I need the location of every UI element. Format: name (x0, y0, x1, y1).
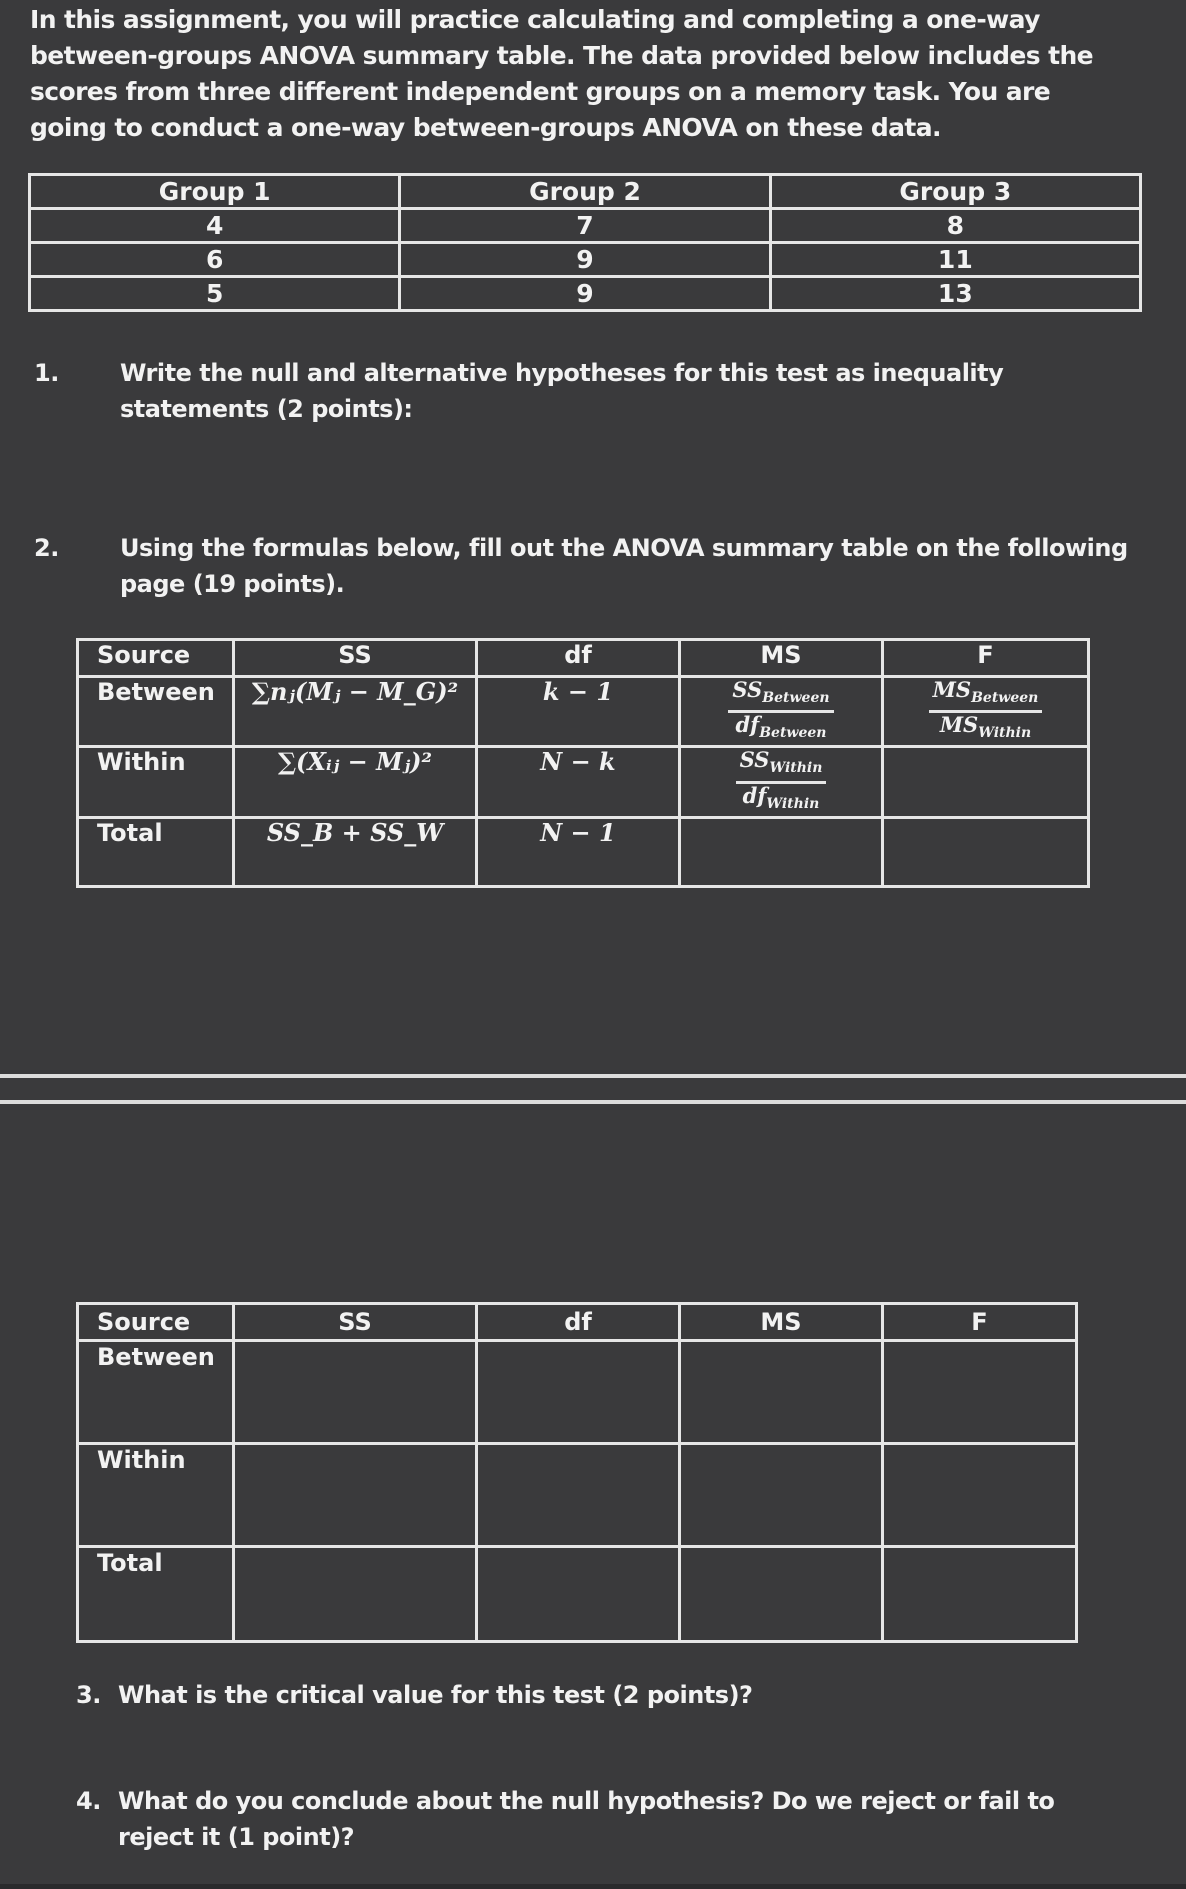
row-label-total: Total (78, 817, 234, 886)
row-label-within: Within (78, 1444, 234, 1547)
ms-between-cell[interactable] (680, 1341, 883, 1444)
table-row (78, 817, 1089, 886)
fraction: $\frac{SS_{Within}}{df_{Within}}$ (736, 748, 827, 815)
question-4 (76, 1783, 1126, 1863)
empty-cell (883, 817, 1089, 886)
df-total-formula: N − 1 (477, 817, 680, 886)
table-cell: 4 (30, 209, 400, 243)
header-source: Source (78, 1304, 234, 1341)
question-text: Write the null and alternative hypotheses for this test as inequality statements (2 points): (120, 359, 1004, 423)
table-cell: 7 (400, 209, 770, 243)
row-label-between: Between (78, 677, 234, 747)
row-label-within: Within (78, 747, 234, 817)
page-divider (0, 1074, 1186, 1078)
df-between-formula: k − 1 (477, 677, 680, 747)
f-total-cell[interactable] (883, 1547, 1077, 1642)
table-row (78, 677, 1089, 747)
table-cell: 8 (770, 209, 1140, 243)
header-df: df (477, 1304, 680, 1341)
question-text: What is the critical value for this test (2 points)? (118, 1681, 753, 1709)
question-number: 2. (34, 534, 59, 562)
question-1 (34, 355, 1154, 435)
question-number: 3. (76, 1681, 101, 1709)
table-row (30, 243, 1141, 277)
header-ss: SS (234, 1304, 477, 1341)
anova-formula-table (76, 638, 1090, 888)
ms-between-formula (680, 677, 883, 747)
question-text: What do you conclude about the null hypothesis? Do we reject or fail to reject it (1 point)? (118, 1787, 1055, 1851)
header-ss: SS (234, 640, 477, 677)
ms-within-cell[interactable] (680, 1444, 883, 1547)
ss-within-cell[interactable] (234, 1444, 477, 1547)
screen-bottom-edge (0, 1884, 1186, 1889)
fraction: $\frac{MS_{Between}}{MS_{Within}}$ (929, 678, 1043, 745)
table-header-row (78, 640, 1089, 677)
table-row (78, 1341, 1077, 1444)
header-df: df (477, 640, 680, 677)
anova-summary-table (76, 1302, 1078, 1643)
df-total-cell[interactable] (477, 1547, 680, 1642)
ms-total-cell[interactable] (680, 1547, 883, 1642)
row-label-total: Total (78, 1547, 234, 1642)
table-row (78, 1547, 1077, 1642)
fraction: $\frac{SS_{Between}}{df_{Between}}$ (728, 678, 833, 745)
df-within-formula: N − k (477, 747, 680, 817)
table-cell: 9 (400, 243, 770, 277)
header-f: F (883, 640, 1089, 677)
empty-cell (680, 817, 883, 886)
ss-total-formula: SS_B + SS_W (234, 817, 477, 886)
instructions-paragraph: In this assignment, you will practice calculating and completing a one-way between-groups ANOVA summary table. The data provided below includes the scores from three different independent groups on a memory task. You are going to conduct a one-way between-groups ANOVA on these data. (30, 5, 1094, 142)
table-header-row (78, 1304, 1077, 1341)
empty-cell (883, 747, 1089, 817)
table-header-row (30, 175, 1141, 209)
table-cell: 13 (770, 277, 1140, 311)
table-row (30, 277, 1141, 311)
group-scores-table (28, 173, 1142, 312)
header-group-1: Group 1 (30, 175, 400, 209)
table-row (78, 1444, 1077, 1547)
table-cell: 5 (30, 277, 400, 311)
df-between-cell[interactable] (477, 1341, 680, 1444)
question-text: Using the formulas below, fill out the ANOVA summary table on the following page (19 points). (120, 534, 1128, 598)
row-label-between: Between (78, 1341, 234, 1444)
f-formula (883, 677, 1089, 747)
f-between-cell[interactable] (883, 1341, 1077, 1444)
header-group-3: Group 3 (770, 175, 1140, 209)
f-within-cell[interactable] (883, 1444, 1077, 1547)
question-number: 1. (34, 359, 59, 387)
table-cell: 6 (30, 243, 400, 277)
page-divider (0, 1100, 1186, 1104)
header-ms: MS (680, 640, 883, 677)
question-number: 4. (76, 1787, 101, 1815)
ss-between-cell[interactable] (234, 1341, 477, 1444)
table-row (30, 209, 1141, 243)
ss-between-formula: ∑nⱼ(Mⱼ − M_G)² (234, 677, 477, 747)
header-source: Source (78, 640, 234, 677)
ss-total-cell[interactable] (234, 1547, 477, 1642)
header-ms: MS (680, 1304, 883, 1341)
ms-within-formula (680, 747, 883, 817)
table-cell: 11 (770, 243, 1140, 277)
table-row (78, 747, 1089, 817)
header-group-2: Group 2 (400, 175, 770, 209)
table-cell: 9 (400, 277, 770, 311)
df-within-cell[interactable] (477, 1444, 680, 1547)
header-f: F (883, 1304, 1077, 1341)
ss-within-formula: ∑(Xᵢⱼ − Mⱼ)² (234, 747, 477, 817)
question-2 (34, 530, 1154, 610)
